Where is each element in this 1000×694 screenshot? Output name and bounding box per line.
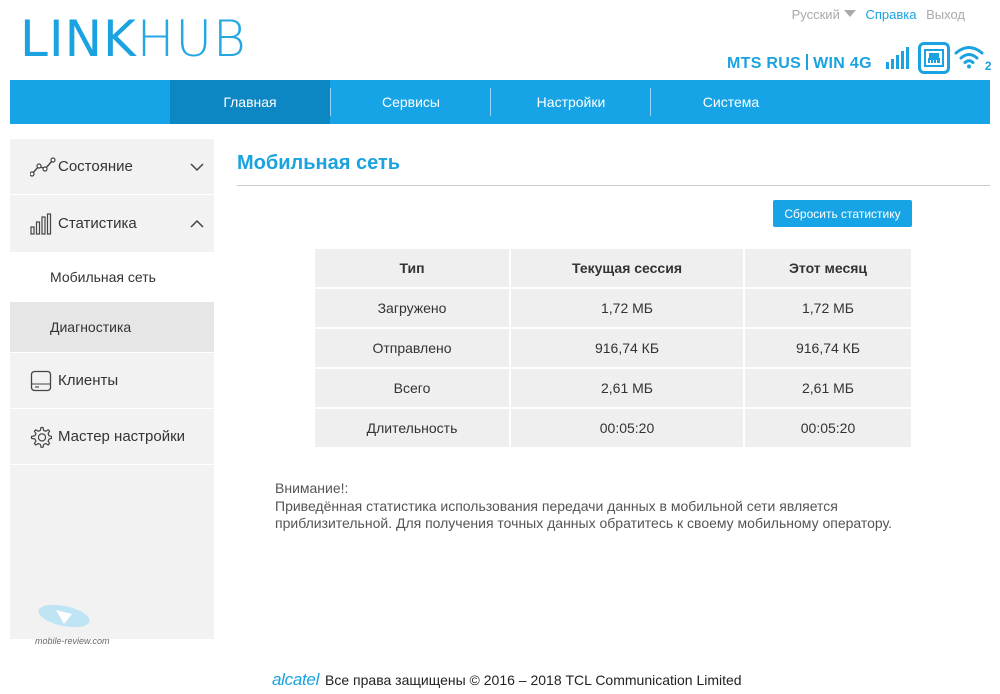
- table-cell: Загружено: [315, 289, 509, 327]
- language-select[interactable]: [786, 7, 856, 22]
- column-header: Этот месяц: [745, 249, 911, 287]
- alcatel-logo: alcatel: [272, 670, 320, 689]
- logo-text-light: HUB: [136, 10, 247, 68]
- divider: [806, 54, 808, 70]
- network-tech: 4G: [849, 54, 872, 72]
- language-label: Русский: [791, 7, 840, 22]
- chevron-down-icon: [190, 159, 204, 176]
- sidebar-item-label: Клиенты: [58, 372, 119, 389]
- chevron-up-icon: [190, 216, 204, 233]
- column-header: Текущая сессия: [511, 249, 743, 287]
- watermark-text: mobile-review.com: [35, 636, 110, 646]
- operator-info: [727, 54, 872, 73]
- watermark-logo: [34, 600, 94, 641]
- table-cell: 2,61 МБ: [511, 369, 743, 407]
- sidebar-subitem-mobile-network[interactable]: Мобильная сеть: [10, 252, 214, 302]
- sidebar-item-status[interactable]: [10, 139, 214, 194]
- table-cell: 916,74 КБ: [511, 329, 743, 367]
- statistics-table: [313, 247, 913, 449]
- reset-statistics-button[interactable]: Сбросить статистику: [773, 200, 912, 227]
- signal-icon: [886, 46, 914, 75]
- linkhub-logo: [20, 10, 247, 68]
- wifi-client-count: 2: [984, 59, 992, 73]
- table-row: [315, 409, 911, 447]
- logout-link[interactable]: Выход: [926, 7, 965, 22]
- table-cell: 2,61 МБ: [745, 369, 911, 407]
- title-divider: [237, 185, 990, 186]
- network-name: WIN: [813, 54, 846, 72]
- table-row: [315, 369, 911, 407]
- tab-services[interactable]: Сервисы: [381, 94, 440, 110]
- main-nav: [10, 80, 990, 124]
- table-cell: Длительность: [315, 409, 509, 447]
- sidebar-item-label: Мастер настройки: [58, 428, 186, 445]
- wifi-icon: [954, 45, 984, 74]
- divider: [10, 464, 214, 465]
- divider: [10, 194, 214, 195]
- sidebar-item-label: Статистика: [58, 215, 137, 232]
- notice: [275, 480, 955, 533]
- sidebar-item-clients[interactable]: [10, 353, 214, 408]
- logo-text-bold: LINK: [20, 10, 137, 68]
- table-cell: 00:05:20: [745, 409, 911, 447]
- table-header-row: [315, 249, 911, 287]
- tab-settings[interactable]: Настройки: [536, 94, 606, 110]
- table-cell: 00:05:20: [511, 409, 743, 447]
- help-link[interactable]: Справка: [865, 7, 917, 22]
- footer: [272, 670, 742, 690]
- column-header: Тип: [315, 249, 509, 287]
- copyright-text: Все права защищены © 2016 – 2018 TCL Communication Limited: [325, 672, 742, 688]
- sidebar-item-setup-wizard[interactable]: [10, 409, 214, 464]
- gear-icon: [30, 426, 58, 448]
- ethernet-icon: [918, 42, 950, 74]
- table-cell: 1,72 МБ: [745, 289, 911, 327]
- device-icon: [30, 370, 58, 392]
- status-bar: [727, 40, 992, 76]
- table-row: [315, 329, 911, 367]
- tab-system[interactable]: Система: [702, 94, 760, 110]
- table-cell: Отправлено: [315, 329, 509, 367]
- chart-line-icon: [30, 157, 58, 177]
- page-title: Мобильная сеть: [237, 152, 401, 174]
- table-cell: Всего: [315, 369, 509, 407]
- sidebar-item-label: Состояние: [58, 158, 133, 175]
- notice-text: Приведённая статистика использования передачи данных в мобильной сети является приблизительной. Для получения точных данных обратитесь к своему мобильному оператору.: [275, 497, 893, 531]
- sidebar: [10, 139, 214, 639]
- sidebar-item-statistics[interactable]: [10, 196, 214, 251]
- chevron-down-icon: [844, 10, 856, 17]
- sidebar-subitem-diagnostics[interactable]: Диагностика: [10, 302, 214, 352]
- table-cell: 1,72 МБ: [511, 289, 743, 327]
- notice-title: Внимание!:: [275, 480, 349, 496]
- bar-chart-icon: [30, 213, 58, 235]
- tab-home[interactable]: Главная: [170, 80, 330, 124]
- operator-name: MTS RUS: [727, 54, 802, 72]
- table-row: [315, 289, 911, 327]
- top-links: [780, 7, 965, 22]
- table-cell: 916,74 КБ: [745, 329, 911, 367]
